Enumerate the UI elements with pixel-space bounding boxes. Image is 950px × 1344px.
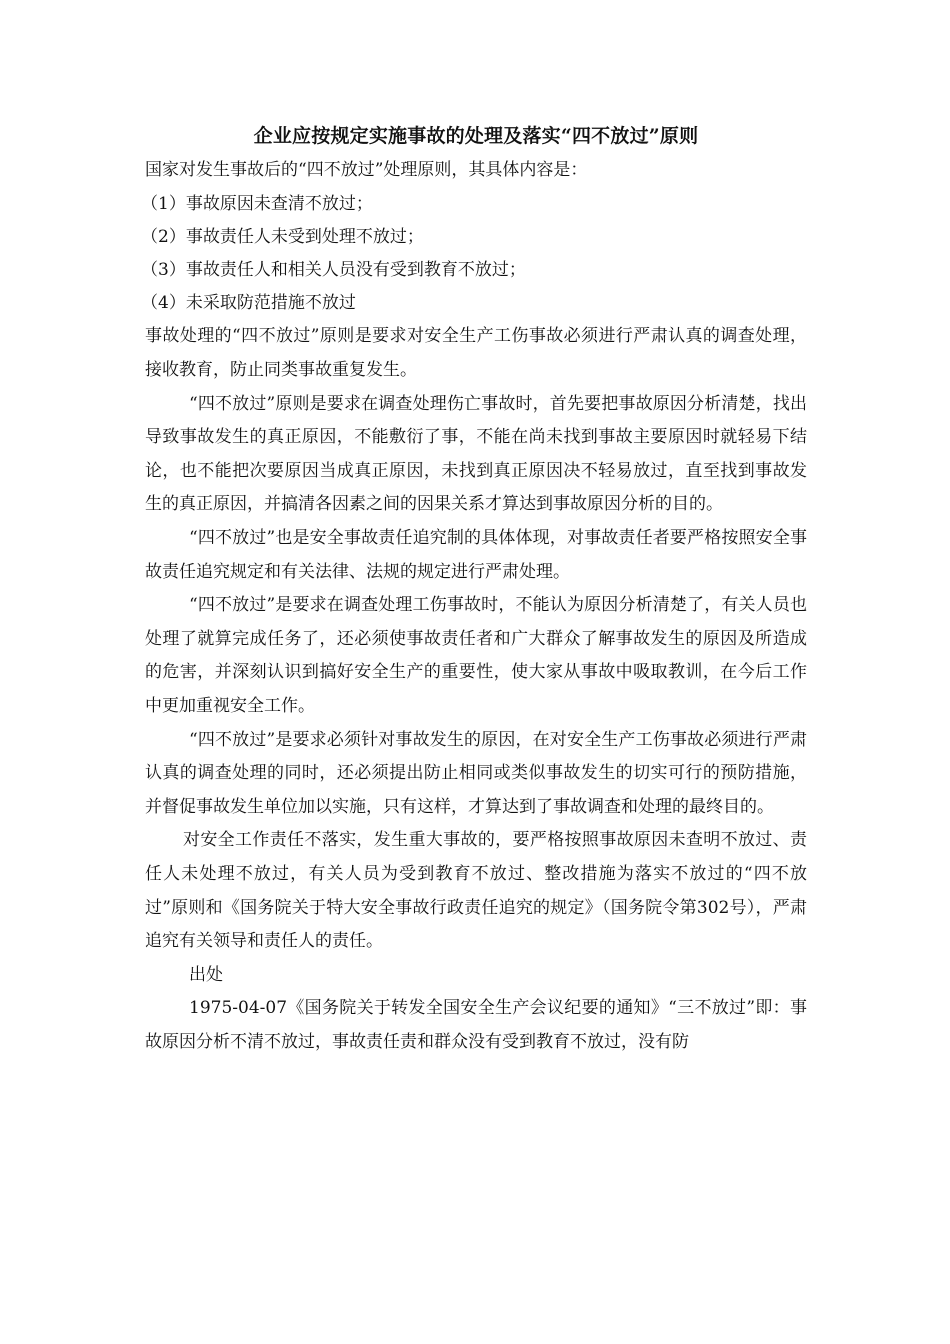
principle-item-4: （4）未采取防范措施不放过 <box>141 293 356 314</box>
body-paragraph-2: “四不放过”原则是要求在调查处理伤亡事故时，首先要把事故原因分析清楚，找出导致事故发生的真正原因，不能敷衍了事，不能在尚未找到事故主要原因时就轻易下结论，也不能把次要原因当成真正原因，未找到真正原因决不轻易放过，直至找到事故发生的真正原因，并搞清各因素之间的因果关系才算达到事故原因分析的目的。 <box>145 393 807 515</box>
source-heading: 出处 <box>189 964 223 985</box>
body-paragraph-3: “四不放过”也是安全事故责任追究制的具体体现，对事故责任者要严格按照安全事故责任追究规定和有关法律、法规的规定进行严肃处理。 <box>145 527 807 582</box>
document-page <box>141 118 807 1059</box>
principle-item-1: （1）事故原因未查清不放过； <box>141 193 373 214</box>
principle-item-3: （3）事故责任人和相关人员没有受到教育不放过； <box>141 260 526 280</box>
body-paragraph-6: 对安全工作责任不落实，发生重大事故的，要严格按照事故原因未查明不放过、责任人未处理不放过，有关人员为受到教育不放过、整改措施为落实不放过的“四不放过”原则和《国务院关于特大安全事故行政责任追究的规定》（国务院令第302号），严肃追究有关领导和责任人的责任。 <box>145 830 807 952</box>
source-paragraph: 1975-04-07《国务院关于转发全国安全生产会议纪要的通知》“三不放过”即：事故原因分析不清不放过，事故责任责和群众没有受到教育不放过，没有防 <box>145 998 807 1052</box>
body-paragraph-1: 事故处理的“四不放过”原则是要求对安全生产工伤事故必须进行严肃认真的调查处理，接收教育，防止同类事故重复发生。 <box>145 326 807 380</box>
body-paragraph-4: “四不放过”是要求在调查处理工伤事故时，不能认为原因分析清楚了，有关人员也处理了就算完成任务了，还必须使事故责任者和广大群众了解事故发生的原因及所造成的危害，并深刻认识到搞好安全生产的重要性，使大家从事故中吸取教训，在今后工作中更加重视安全工作。 <box>145 595 807 716</box>
document-title: 企业应按规定实施事故的处理及落实“四不放过”原则 <box>253 125 699 147</box>
principle-item-2: （2）事故责任人未受到处理不放过； <box>141 226 424 247</box>
intro-paragraph: 国家对发生事故后的“四不放过”处理原则，其具体内容是： <box>145 160 588 180</box>
body-paragraph-5: “四不放过”是要求必须针对事故发生的原因，在对安全生产工伤事故必须进行严肃认真的调查处理的同时，还必须提出防止相同或类似事故发生的切实可行的预防措施，并督促事故发生单位加以实施，只有这样，才算达到了事故调查和处理的最终目的。 <box>145 729 807 817</box>
